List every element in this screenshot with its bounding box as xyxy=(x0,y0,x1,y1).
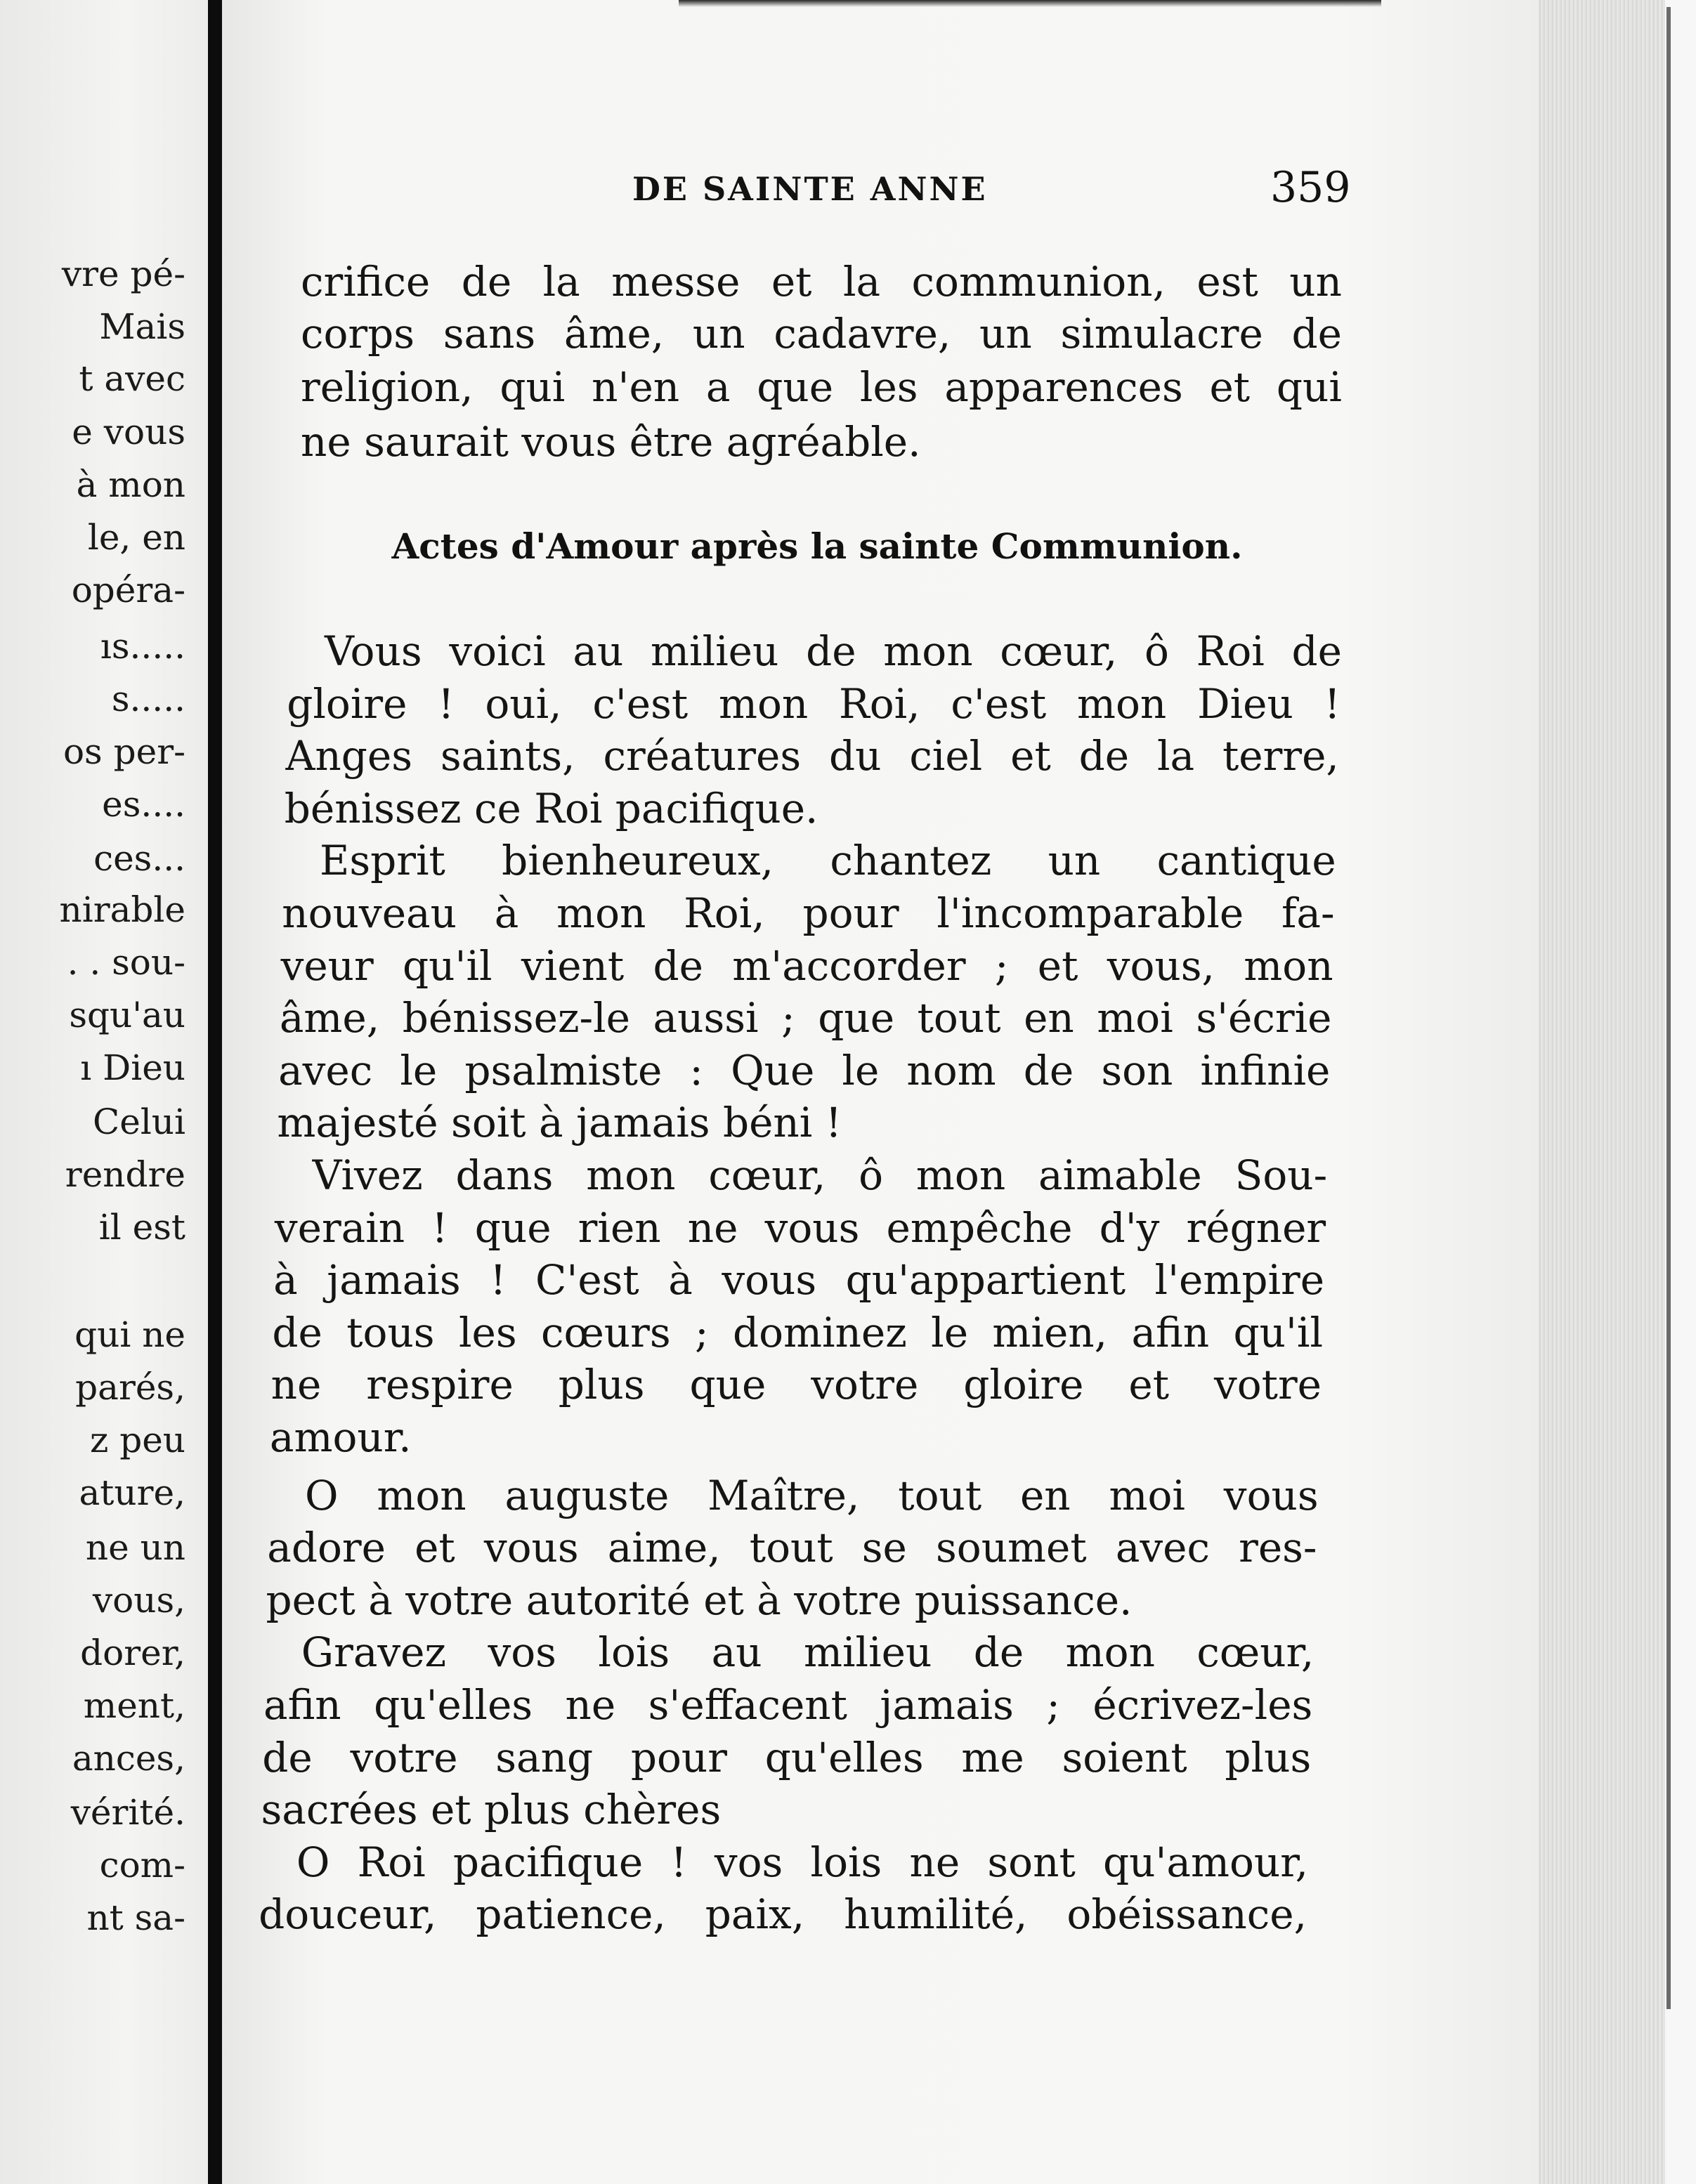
text-line: ne saurait vous être agréable. xyxy=(301,418,921,466)
text-line: ne respire plus que votre gloire et votre xyxy=(270,1361,1322,1408)
text-line: à jamais ! C'est à vous qu'appartient l'empire xyxy=(273,1256,1325,1304)
text-line: Esprit bienheureux, chantez un cantique xyxy=(320,837,1336,884)
text-line: nouveau à mon Roi, pour l'incomparable fa- xyxy=(282,889,1335,937)
left-page-line: rendre xyxy=(65,1154,185,1195)
text-line: amour. xyxy=(269,1413,412,1461)
left-page-line: vous, xyxy=(92,1580,185,1621)
left-page-line: . . sou- xyxy=(67,942,185,983)
left-page-line: dorer, xyxy=(80,1633,185,1673)
text-line: Gravez vos lois au milieu de mon cœur, xyxy=(301,1628,1315,1676)
text-line: afin qu'elles ne s'effacent jamais ; écrivez-les xyxy=(263,1681,1313,1729)
left-page-line: ment, xyxy=(83,1685,185,1726)
text-line: corps sans âme, un cadavre, un simulacre de xyxy=(301,310,1342,358)
left-page-line: ces... xyxy=(93,838,185,879)
left-page-line: ıs..... xyxy=(100,626,185,667)
text-line: majesté soit à jamais béni ! xyxy=(277,1099,842,1146)
left-page-line: ne un xyxy=(85,1527,185,1568)
left-page-line: e vous xyxy=(72,412,185,452)
left-page-line: com- xyxy=(99,1845,185,1885)
text-line: veur qu'il vient de m'accorder ; et vous, mon xyxy=(280,942,1333,990)
left-page-line: nirable xyxy=(59,889,185,930)
text-line: sacrées et plus chères xyxy=(261,1786,722,1833)
text-line: douceur, patience, paix, humilité, obéissance, xyxy=(259,1890,1307,1938)
text-line: avec le psalmiste : Que le nom de son infinie xyxy=(278,1047,1331,1094)
left-page-line: qui ne xyxy=(74,1314,185,1355)
text-line: pect à votre autorité et à votre puissance. xyxy=(266,1576,1133,1624)
left-page-line: squ'au xyxy=(69,995,185,1035)
left-page-line: t avec xyxy=(79,358,185,399)
left-page-line: os per- xyxy=(63,731,185,772)
section-heading: Actes d'Amour après la sainte Communion. xyxy=(391,525,1243,567)
left-page-line: opéra- xyxy=(71,570,185,610)
left-page-line: il est xyxy=(98,1207,185,1248)
text-line: Vous voici au milieu de mon cœur, ô Roi de xyxy=(325,627,1342,675)
left-page-line: Celui xyxy=(92,1101,185,1142)
text-line: O mon auguste Maître, tout en moi vous xyxy=(304,1472,1319,1519)
left-page-line: vre pé- xyxy=(61,254,185,294)
text-line: O Roi pacifique ! vos lois ne sont qu'amour, xyxy=(296,1838,1309,1886)
text-line: Vivez dans mon cœur, ô mon aimable Sou- xyxy=(312,1151,1328,1199)
text-line: religion, qui n'en a que les apparences et qui xyxy=(301,363,1342,411)
top-edge-shadow xyxy=(679,0,1381,7)
text-line: Anges saints, créatures du ciel et de la terre, xyxy=(285,732,1339,780)
left-page-line: nt sa- xyxy=(86,1897,185,1938)
left-page-line: s..... xyxy=(111,679,185,719)
left-page-line: ances, xyxy=(72,1738,185,1779)
left-page-line: vérité. xyxy=(70,1792,185,1833)
left-page-line: z peu xyxy=(89,1420,185,1460)
page-edge-shadow xyxy=(1666,7,1671,2009)
text-line: gloire ! oui, c'est mon Roi, c'est mon Dieu ! xyxy=(287,680,1341,728)
text-line: de votre sang pour qu'elles me soient plus xyxy=(262,1734,1312,1781)
text-line: de tous les cœurs ; dominez le mien, afin qu'il xyxy=(272,1309,1323,1356)
text-line: âme, bénissez-le aussi ; que tout en moi s'écrie xyxy=(279,994,1332,1042)
left-page-line: ature, xyxy=(79,1472,185,1513)
previous-page-fragment xyxy=(0,0,211,2184)
left-page-line: Mais xyxy=(99,306,185,347)
text-line: crifice de la messe et la communion, est un xyxy=(301,258,1342,306)
book-gutter xyxy=(208,0,222,2184)
running-title: DE SAINTE ANNE xyxy=(632,170,988,208)
page-number: 359 xyxy=(1270,163,1351,212)
left-page-line: à mon xyxy=(76,464,185,505)
left-page-line: parés, xyxy=(75,1367,185,1408)
left-page-line: le, en xyxy=(87,517,185,558)
text-line: adore et vous aime, tout se soumet avec res- xyxy=(267,1524,1317,1571)
left-page-line: es.... xyxy=(102,784,185,825)
left-page-line: ı Dieu xyxy=(80,1047,185,1088)
text-line: verain ! que rien ne vous empêche d'y régner xyxy=(274,1204,1326,1252)
text-line: bénissez ce Roi pacifique. xyxy=(284,785,818,832)
